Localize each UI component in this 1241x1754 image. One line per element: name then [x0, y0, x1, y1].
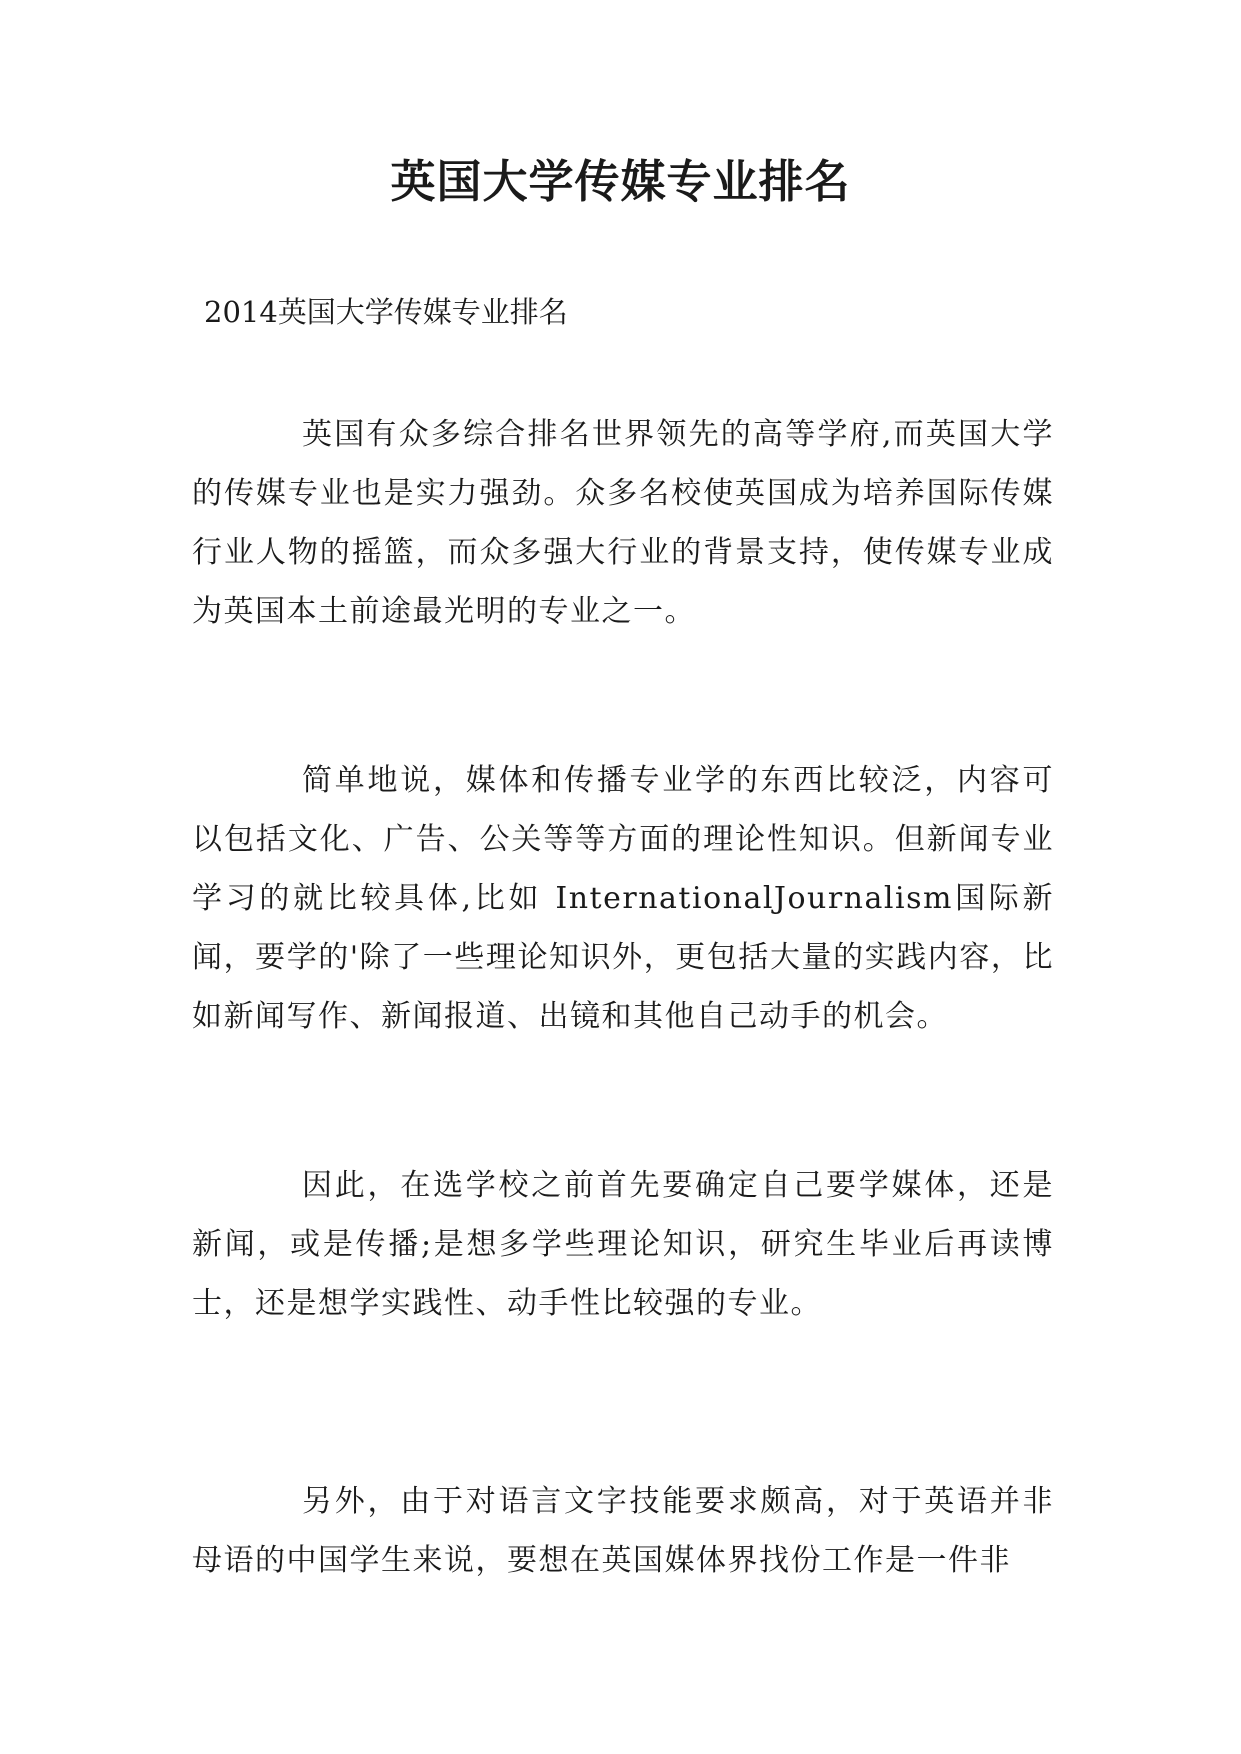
document-subtitle: 2014英国大学传媒专业排名 — [204, 295, 568, 329]
paragraph-intro: 英国有众多综合排名世界领先的高等学府,而英国大学的传媒专业也是实力强劲。众多名校使英国成为培养国际传媒行业人物的摇篮，而众多强大行业的背景支持，使传媒专业成为英国本土前途最光明的专业之一。 — [192, 417, 1054, 629]
paragraph-language-skills: 另外，由于对语言文字技能要求颇高，对于英语并非母语的中国学生来说，要想在英国媒体界找份工作是一件非 — [192, 1484, 1054, 1578]
paragraph-choose-direction: 因此，在选学校之前首先要确定自己要学媒体，还是新闻，或是传播;是想多学些理论知识，研究生毕业后再读博士，还是想学实践性、动手性比较强的专业。 — [192, 1168, 1054, 1321]
paragraph-media-vs-journalism: 简单地说，媒体和传播专业学的东西比较泛，内容可以包括文化、广告、公关等等方面的理论性知识。但新闻专业学习的就比较具体,比如 InternationalJournalism国际新闻，要学的'除了一些理论知识外，更包括大量的实践内容，比如新闻写作、新闻报道、出镜和其他自己动手的机会。 — [192, 763, 1054, 1034]
document-title: 英国大学传媒专业排名 — [390, 155, 851, 208]
